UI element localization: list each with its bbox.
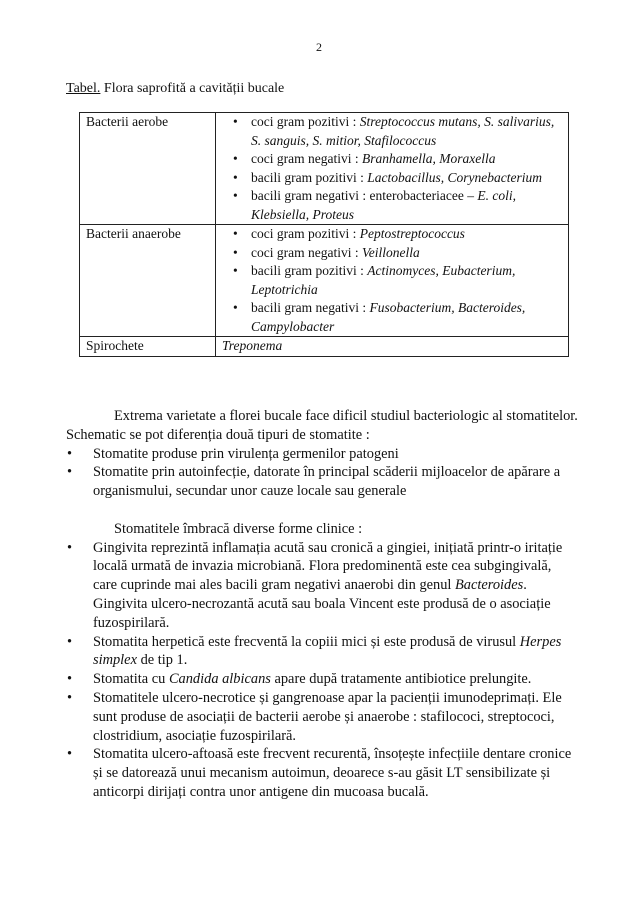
clinical-forms-list	[66, 539, 578, 802]
table-row-anaerobe	[80, 225, 569, 337]
stomatitis-types-list	[66, 445, 578, 501]
paragraph: Stomatitele îmbracă diverse forme clinice :	[114, 520, 363, 537]
table-caption-text: Flora saprofită a cavității bucale	[100, 81, 285, 96]
list-item: • bacili gram pozitivi : Lactobacillus, Corynebacterium	[222, 169, 564, 188]
table-caption-label: Tabel.	[66, 81, 101, 96]
table-caption	[66, 81, 284, 97]
list-item: • coci gram negativi : Veillonella	[222, 244, 564, 263]
bacteria-cell	[216, 113, 569, 225]
list-item: • bacili gram negativi : Fusobacterium, Bacteroides, Campylobacter	[222, 299, 564, 336]
list-item: • Stomatite produse prin virulența germenilor patogeni	[66, 445, 578, 464]
list-item: • Stomatita herpetică este frecventă la copiii mici și este produsă de virusul Herpes simplex de tip 1.	[66, 633, 578, 671]
list-item: • Stomatite prin autoinfecție, datorate în principal scăderii mijloacelor de apărare a organismului, secundar unor cauze locale sau generale	[66, 463, 578, 501]
table-row-spirochete	[80, 337, 569, 357]
category-cell: Spirochete	[80, 337, 216, 357]
body-text	[66, 407, 578, 802]
paragraph: Extrema varietate a florei bucale face dificil studiul bacteriologic al stomatitelor. Schematic se pot diferenția două tipuri de stomatite :	[66, 408, 578, 443]
list-item: • coci gram negativi : Branhamella, Moraxella	[222, 150, 564, 169]
list-item: • Stomatitele ulcero-necrotice și gangrenoase apar la pacienții imunodeprimați. Ele sunt produse de asociații de bacterii aerobe și anaerobe : stafilococi, streptococi, clostridium, asociație fuzospirilară.	[66, 689, 578, 745]
list-item: • coci gram pozitivi : Streptococcus mutans, S. salivarius, S. sanguis, S. mitior, Stafilococcus	[222, 113, 564, 150]
list-item: • bacili gram negativi : enterobacteriacee – E. coli, Klebsiella, Proteus	[222, 187, 564, 224]
list-item: • Gingivita reprezintă inflamația acută sau cronică a gingiei, inițiată printr-o iritație locală urmată de invazia microbiană. Flora predominentă este cea subgingivală, care cuprinde mai ales bacili gram negativi anaerobi din genul Bacteroides. Gingivita ulcero-necrozantă acută sau boala Vincent este produsă de o asociație fuzospirilară.	[66, 539, 578, 633]
table-row-aerobe	[80, 113, 569, 225]
page-number: 2	[316, 40, 322, 54]
list-item: • coci gram pozitivi : Peptostreptococcus	[222, 225, 564, 244]
bacteria-cell: Treponema	[216, 337, 569, 357]
flora-table	[79, 112, 569, 357]
list-item: • bacili gram pozitivi : Actinomyces, Eubacterium, Leptotrichia	[222, 262, 564, 299]
category-cell: Bacterii anaerobe	[80, 225, 216, 337]
list-item: • Stomatita ulcero-aftoasă este frecvent recurentă, însoțește infecțiile dentare cronice și se datorează unui mecanism autoimun, deoarece s-au găsit LT sensibilizate și anticorpi dirijați contra unor antigene din mucoasa bucală.	[66, 745, 578, 801]
bacteria-cell	[216, 225, 569, 337]
category-cell: Bacterii aerobe	[80, 113, 216, 225]
list-item: • Stomatita cu Candida albicans apare după tratamente antibiotice prelungite.	[66, 670, 578, 689]
